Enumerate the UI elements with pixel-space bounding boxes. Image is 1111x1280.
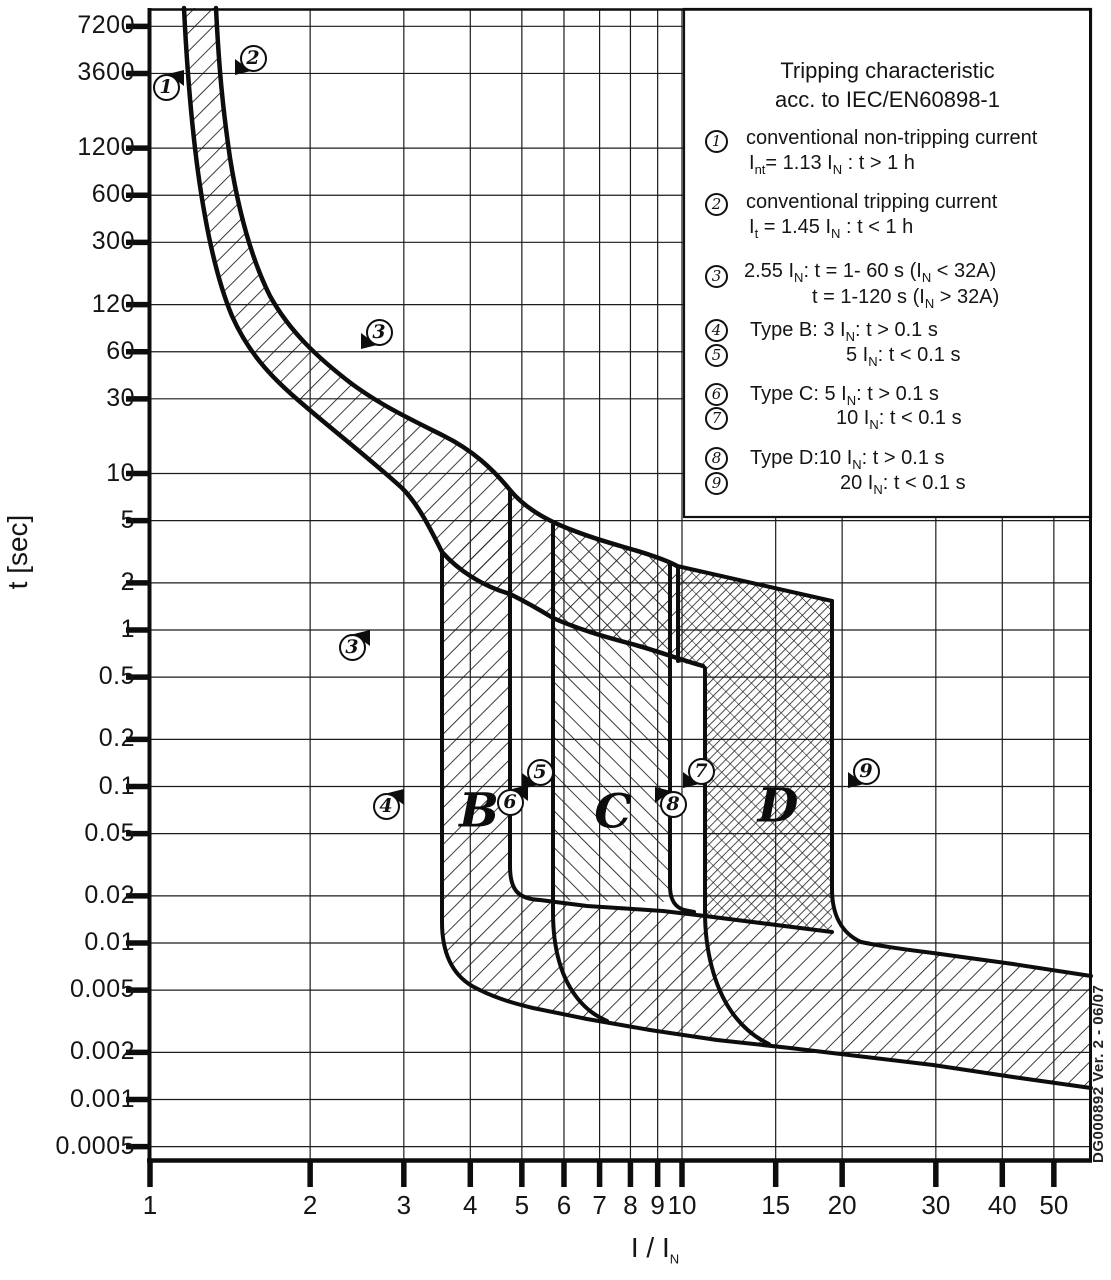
y-tick-label: 0.2 xyxy=(98,724,135,753)
document-reference: DG000892 Ver. 2 - 06/07 xyxy=(1090,984,1107,1163)
legend-item-number: 6 xyxy=(705,383,728,406)
y-tick-label: 10 xyxy=(106,458,135,487)
x-tick-label: 50 xyxy=(1039,1190,1069,1220)
x-tick-label: 15 xyxy=(761,1190,791,1220)
legend-item-number: 3 xyxy=(705,265,728,288)
plot-marker-4 xyxy=(373,793,400,820)
legend-item-text: $I_t = 1.45$ $I_N$ : t < 1 h xyxy=(749,216,914,241)
legend-item-number: 5 xyxy=(705,344,728,367)
plot-marker-3 xyxy=(339,634,366,661)
plot-marker-9 xyxy=(853,758,880,785)
legend-item-text: conventional non-tripping current xyxy=(746,127,1038,149)
plot-marker-5 xyxy=(527,759,554,786)
plot-marker-2 xyxy=(240,45,267,72)
legend-item-text: 20 $I_N$: t < 0.1 s xyxy=(840,472,966,497)
y-tick-label: 120 xyxy=(91,289,135,318)
plot-marker-number: 7 xyxy=(694,759,708,782)
plot-marker-3 xyxy=(366,319,393,346)
legend-item-text: Type D:10 $I_N$: t > 0.1 s xyxy=(750,447,945,472)
legend-item-text: t = 1-120 s $(I_N > 32A)$ xyxy=(812,286,1000,311)
x-tick-label: 2 xyxy=(302,1190,318,1220)
legend-item-text: 10 $I_N$: t < 0.1 s xyxy=(836,407,962,432)
x-tick-label: 20 xyxy=(827,1190,857,1220)
type-d-region-crosshatch xyxy=(677,566,832,930)
y-tick-label: 2 xyxy=(120,567,135,596)
type-c-region xyxy=(553,525,670,902)
y-tick-label: 0.05 xyxy=(84,818,135,847)
legend-item-number: 8 xyxy=(705,447,728,470)
region-label-c: C xyxy=(594,784,632,840)
legend-item-number: 9 xyxy=(705,472,728,495)
plot-marker-number: 4 xyxy=(379,794,393,817)
y-tick-label: 7200 xyxy=(77,11,135,40)
legend-item-text: conventional tripping current xyxy=(746,191,998,213)
x-tick-label: 40 xyxy=(987,1190,1017,1220)
y-tick-label: 30 xyxy=(106,383,135,412)
x-tick-label: 1 xyxy=(142,1190,158,1220)
plot-marker-number: 5 xyxy=(533,760,547,783)
plot-marker-number: 3 xyxy=(345,635,359,658)
y-tick-label: 0.001 xyxy=(69,1084,135,1113)
plot-marker-number: 9 xyxy=(859,759,873,782)
y-tick-label: 0.5 xyxy=(98,662,135,691)
y-tick-label: 0.005 xyxy=(69,975,135,1004)
region-label-b: B xyxy=(459,783,499,839)
plot-marker-number: 8 xyxy=(666,792,680,815)
legend-item-text: 2.55 $I_N$: t = 1- 60 s $(I_N < 32A)$ xyxy=(744,260,997,285)
x-tick-label: 3 xyxy=(396,1190,412,1220)
y-axis-title: t [sec] xyxy=(2,514,33,590)
legend-item-number: 7 xyxy=(705,407,728,430)
legend-title-line1: Tripping characteristic xyxy=(780,58,995,83)
legend-item-number: 4 xyxy=(705,319,728,342)
legend-item-text: Type B: 3 $I_N$: t > 0.1 s xyxy=(750,319,938,344)
y-tick-label: 600 xyxy=(91,180,135,209)
y-tick-label: 3600 xyxy=(77,58,135,87)
y-tick-label: 60 xyxy=(106,336,135,365)
legend-title-line2: acc. to IEC/EN60898-1 xyxy=(774,87,1000,112)
legend-item-text: $I_{nt}= 1.13$ $I_N$ : t > 1 h xyxy=(749,152,915,177)
y-tick-label: 0.002 xyxy=(69,1037,135,1066)
legend-item-text: Type C: 5 $I_N$: t > 0.1 s xyxy=(750,383,939,408)
x-tick-label: 4 xyxy=(463,1190,478,1220)
legend-item-text: 5 $I_N$: t < 0.1 s xyxy=(846,344,961,369)
plot-marker-1 xyxy=(153,74,180,101)
y-tick-label: 0.0005 xyxy=(55,1131,135,1160)
y-tick-label: 0.01 xyxy=(84,928,135,956)
legend-item-number: 1 xyxy=(705,130,728,153)
x-tick-label: 8 xyxy=(623,1190,638,1220)
x-tick-label: 7 xyxy=(592,1190,607,1220)
y-tick-label: 300 xyxy=(91,227,135,256)
plot-marker-number: 3 xyxy=(372,320,386,343)
type-d-upper-boundary xyxy=(832,601,1091,976)
plot-marker-number: 6 xyxy=(503,790,517,813)
plot-marker-6 xyxy=(497,789,524,816)
y-tick-label: 1200 xyxy=(77,133,135,162)
x-tick-label: 10 xyxy=(667,1190,697,1220)
y-tick-label: 1 xyxy=(120,615,135,643)
region-label-d: D xyxy=(757,778,799,834)
plot-marker-7 xyxy=(688,758,715,785)
x-tick-label: 6 xyxy=(556,1190,572,1220)
x-axis-title: I / $I_N$ xyxy=(630,1232,680,1267)
legend-item-number: 2 xyxy=(705,193,728,216)
plot-marker-number: 1 xyxy=(159,75,173,98)
x-tick-label: 9 xyxy=(650,1190,665,1220)
y-tick-label: 0.02 xyxy=(84,880,135,909)
y-tick-label: 5 xyxy=(120,505,135,534)
y-tick-label: 0.1 xyxy=(98,771,135,800)
plot-marker-8 xyxy=(660,791,687,818)
x-tick-label: 5 xyxy=(514,1190,530,1220)
x-tick-label: 30 xyxy=(921,1190,951,1220)
plot-marker-number: 2 xyxy=(246,46,260,69)
